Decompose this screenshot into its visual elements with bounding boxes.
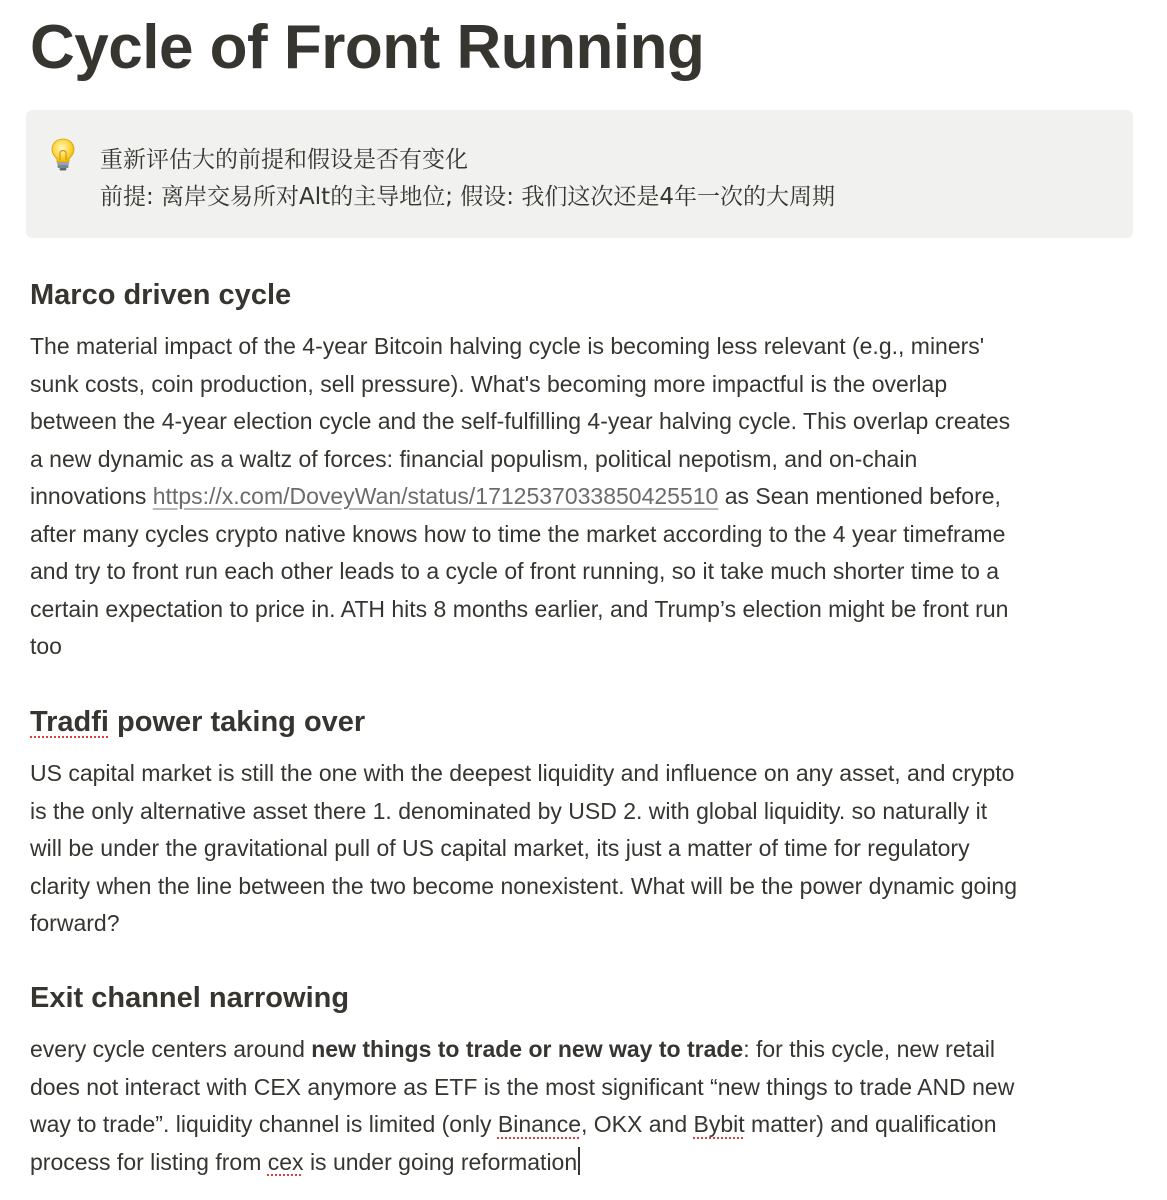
text-line: too <box>30 633 62 659</box>
text-line <box>30 1106 1140 1144</box>
bold-text: new things to trade or new way to trade <box>311 1036 744 1062</box>
callout-line: 前提: 离岸交易所对Alt的主导地位; 假设: 我们这次还是4年一次的大周期 <box>100 184 835 210</box>
text-fragment: every cycle centers around <box>30 1036 305 1062</box>
misspelled-word: Tradfi <box>30 706 109 738</box>
text-line <box>30 1144 1140 1182</box>
tweet-link[interactable]: https://x.com/DoveyWan/status/1712537033850425510 <box>152 483 719 509</box>
text-line: a new dynamic as a waltz of forces: financial populism, political nepotism, and on-chain <box>30 445 918 472</box>
heading-fragment: power taking over <box>117 706 366 738</box>
text-line: sunk costs, coin production, sell pressure). What's becoming more impactful is the overlap <box>30 370 948 397</box>
text-line: after many cycles crypto native knows how to time the market according to the 4 year timeframe <box>30 520 1006 547</box>
lightbulb-icon <box>50 138 76 172</box>
text-line: US capital market is still the one with the deepest liquidity and influence on any asset, and crypto <box>30 760 1015 786</box>
text-line <box>30 1031 1140 1069</box>
text-fragment: is under going reformation <box>309 1148 578 1175</box>
section-paragraph-tradfi[interactable] <box>30 755 1140 943</box>
text-fragment: matter) and qualification <box>751 1111 997 1137</box>
text-line: clarity when the line between the two become nonexistent. What will be the power dynamic going <box>30 872 1017 899</box>
text-line: does not interact with CEX anymore as ETF is the most significant “new things to trade AND new <box>30 1073 1015 1100</box>
text-line: between the 4-year election cycle and the self-fulfilling 4-year halving cycle. This overlap creates <box>30 408 1011 434</box>
section-paragraph-marco[interactable] <box>30 328 1140 666</box>
text-cursor <box>578 1147 580 1175</box>
text-fragment: innovations <box>30 483 147 509</box>
text-line: forward? <box>30 910 120 936</box>
text-fragment: : for this cycle, new retail <box>743 1036 996 1062</box>
section-heading-marco[interactable]: Marco driven cycle <box>30 279 292 311</box>
misspelled-word: cex <box>267 1148 304 1175</box>
section-heading-tradfi[interactable] <box>30 704 365 740</box>
text-fragment: as Sean mentioned before, <box>724 483 1001 509</box>
misspelled-word: Binance <box>497 1111 581 1137</box>
text-line: is the only alternative asset there 1. denominated by USD 2. with global liquidity. so naturally it <box>30 797 988 824</box>
text-line <box>30 478 1140 516</box>
callout-line: 重新评估大的前提和假设是否有变化 <box>100 147 468 173</box>
text-line: The material impact of the 4-year Bitcoin halving cycle is becoming less relevant (e.g., miners' <box>30 333 985 359</box>
text-fragment: process for listing from <box>30 1148 262 1175</box>
text-line: will be under the gravitational pull of US capital market, its just a matter of time for regulatory <box>30 835 970 861</box>
text-fragment: way to trade”. liquidity channel is limited (only <box>30 1111 492 1137</box>
text-line: certain expectation to price in. ATH hits 8 months earlier, and Trump’s election might be front run <box>30 595 1009 622</box>
section-heading-exit[interactable]: Exit channel narrowing <box>30 982 350 1014</box>
callout-block[interactable] <box>26 110 1133 238</box>
misspelled-word: Bybit <box>693 1111 745 1137</box>
callout-text[interactable] <box>100 142 835 216</box>
text-line: and try to front run each other leads to a cycle of front running, so it take much shorter time to a <box>30 558 1000 584</box>
text-fragment: , OKX and <box>581 1111 688 1137</box>
section-paragraph-exit[interactable] <box>30 1031 1140 1181</box>
page-title[interactable]: Cycle of Front Running <box>30 13 705 82</box>
